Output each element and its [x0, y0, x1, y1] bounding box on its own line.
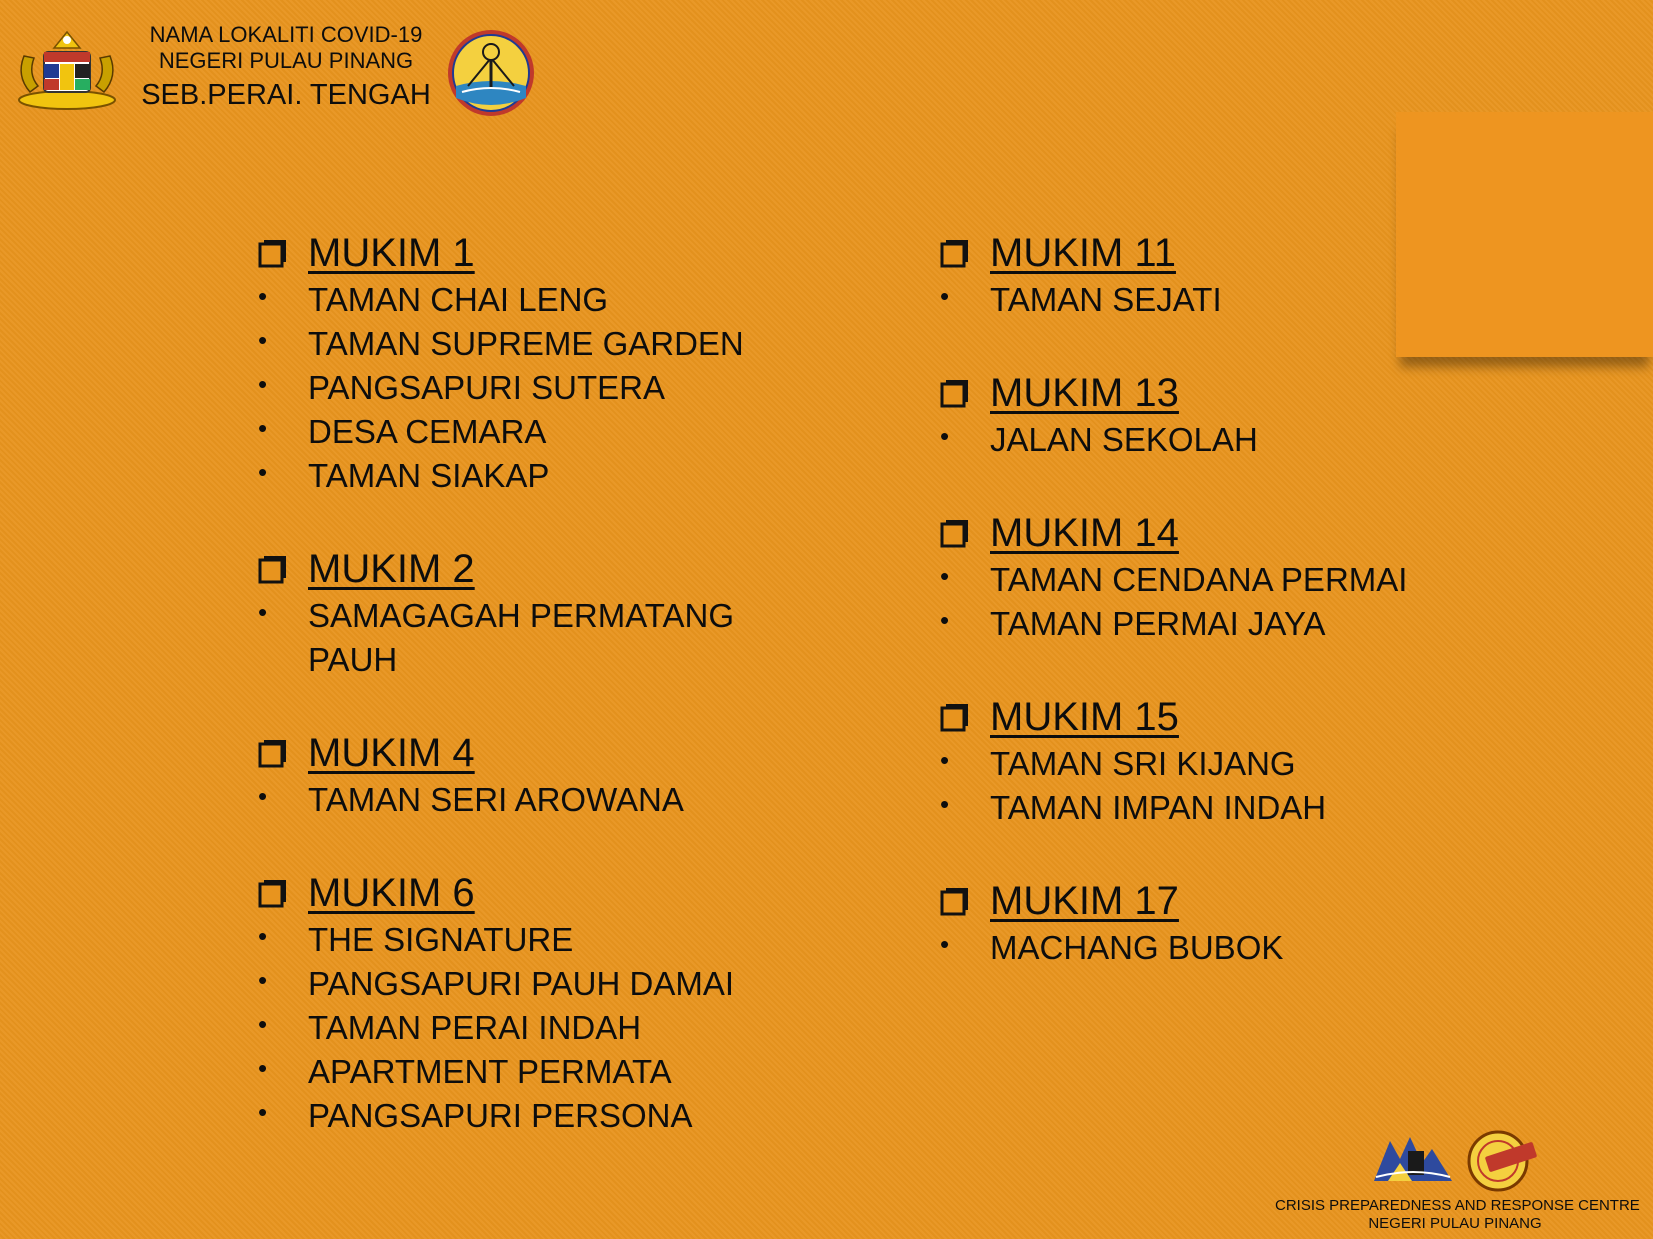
locality-list: [940, 558, 1480, 646]
checkbox-bullet-icon: [940, 238, 970, 268]
locality-item: [258, 594, 818, 682]
mukim-section: [258, 544, 818, 682]
locality-name: TAMAN SEJATI: [990, 281, 1222, 318]
locality-item: [940, 786, 1480, 830]
checkbox-bullet-icon: [940, 518, 970, 548]
page-footer: [1275, 1129, 1640, 1233]
checkbox-bullet-icon: [258, 878, 288, 908]
bullet-icon: •: [258, 281, 268, 311]
bullet-icon: •: [258, 597, 268, 627]
mukim-section: [940, 876, 1480, 970]
mukim-section: [940, 228, 1480, 322]
right-column: [940, 228, 1480, 1016]
locality-item: [940, 278, 1480, 322]
bullet-icon: •: [258, 325, 268, 355]
bullet-icon: •: [258, 965, 268, 995]
locality-item: [258, 918, 818, 962]
locality-list: [940, 418, 1480, 462]
checkbox-bullet-icon: [258, 738, 288, 768]
locality-list: [940, 926, 1480, 970]
locality-name: JALAN SEKOLAH: [990, 421, 1258, 458]
locality-item: [258, 1006, 818, 1050]
bullet-icon: •: [258, 369, 268, 399]
left-column: [258, 228, 818, 1184]
penang-lawan-covid-icon: [1464, 1129, 1540, 1193]
locality-name: DESA CEMARA: [308, 413, 547, 450]
locality-name: TAMAN CHAI LENG: [308, 281, 609, 318]
locality-list: [940, 278, 1480, 322]
mukim-title: MUKIM 1: [308, 230, 475, 275]
mukim-heading: [940, 508, 1480, 558]
header-title-line1: NAMA LOKALITI COVID-19: [149, 22, 423, 47]
bullet-icon: •: [258, 921, 268, 951]
checkbox-bullet-icon: [940, 886, 970, 916]
locality-name: PANGSAPURI SUTERA: [308, 369, 665, 406]
page-header: [14, 22, 534, 118]
mukim-heading: [940, 876, 1480, 926]
locality-list: [258, 278, 818, 498]
bullet-icon: •: [940, 281, 950, 311]
footer-line2: NEGERI PULAU PINANG: [1368, 1215, 1542, 1232]
mukim-section: [940, 368, 1480, 462]
locality-list: [258, 594, 818, 682]
checkbox-bullet-icon: [258, 238, 288, 268]
header-title-line2: NEGERI PULAU PINANG: [158, 48, 414, 74]
checkbox-bullet-icon: [258, 554, 288, 584]
mukim-heading: [258, 868, 818, 918]
mukim-heading: [940, 368, 1480, 418]
mukim-title: MUKIM 2: [308, 546, 475, 591]
header-title-line3: SEB.PERAI. TENGAH: [141, 78, 431, 111]
locality-item: [258, 278, 818, 322]
locality-item: [258, 454, 818, 498]
bullet-icon: •: [940, 605, 950, 635]
bullet-icon: •: [940, 929, 950, 959]
mukim-heading: [258, 728, 818, 778]
locality-name: TAMAN CENDANA PERMAI: [990, 561, 1408, 598]
locality-name: TAMAN SRI KIJANG: [990, 745, 1296, 782]
locality-item: [258, 1094, 818, 1138]
locality-name: THE SIGNATURE: [308, 921, 574, 958]
footer-logos: [1275, 1129, 1635, 1193]
locality-list: [258, 918, 818, 1138]
coat-of-arms-icon: [14, 26, 120, 114]
mukim-title: MUKIM 14: [990, 510, 1179, 555]
mukim-section: [940, 508, 1480, 646]
locality-name: TAMAN PERAI INDAH: [308, 1009, 642, 1046]
locality-name: TAMAN SIAKAP: [308, 457, 550, 494]
bullet-icon: •: [940, 561, 950, 591]
locality-name: APARTMENT PERMATA: [308, 1053, 672, 1090]
locality-item: [258, 366, 818, 410]
locality-item: [940, 926, 1480, 970]
header-title-block: [126, 22, 446, 113]
mukim-title: MUKIM 13: [990, 370, 1179, 415]
locality-list: [258, 778, 818, 822]
locality-item: [258, 778, 818, 822]
checkbox-bullet-icon: [940, 378, 970, 408]
mukim-title: MUKIM 4: [308, 730, 475, 775]
locality-name: MACHANG BUBOK: [990, 929, 1284, 966]
mukim-heading: [258, 228, 818, 278]
mukim-heading: [940, 228, 1480, 278]
locality-list: [940, 742, 1480, 830]
bullet-icon: •: [940, 421, 950, 451]
bullet-icon: •: [258, 413, 268, 443]
bullet-icon: •: [940, 789, 950, 819]
locality-item: [258, 1050, 818, 1094]
state-emblem-icon: [446, 28, 536, 118]
bullet-icon: •: [258, 1053, 268, 1083]
mukim-title: MUKIM 11: [990, 230, 1176, 275]
locality-name: PANGSAPURI PAUH DAMAI: [308, 965, 735, 1002]
mukim-heading: [940, 692, 1480, 742]
locality-item: [940, 418, 1480, 462]
locality-item: [940, 742, 1480, 786]
bullet-icon: •: [258, 1097, 268, 1127]
locality-item: [258, 322, 818, 366]
footer-line1: CRISIS PREPAREDNESS AND RESPONSE CENTRE: [1275, 1197, 1640, 1214]
mukim-title: MUKIM 17: [990, 878, 1179, 923]
locality-name: PANGSAPURI PERSONA: [308, 1097, 693, 1134]
bullet-icon: •: [258, 457, 268, 487]
mukim-section: [258, 868, 818, 1138]
mukim-section: [258, 228, 818, 498]
bullet-icon: •: [258, 1009, 268, 1039]
cprc-logo-icon: [1370, 1129, 1456, 1185]
mukim-section: [258, 728, 818, 822]
locality-item: [940, 602, 1480, 646]
locality-name: TAMAN IMPAN INDAH: [990, 789, 1327, 826]
bullet-icon: •: [940, 745, 950, 775]
checkbox-bullet-icon: [940, 702, 970, 732]
locality-name: SAMAGAGAH PERMATANG PAUH: [308, 597, 735, 678]
locality-name: TAMAN SERI AROWANA: [308, 781, 684, 818]
locality-item: [258, 410, 818, 454]
locality-item: [940, 558, 1480, 602]
mukim-title: MUKIM 15: [990, 694, 1179, 739]
locality-name: TAMAN SUPREME GARDEN: [308, 325, 744, 362]
bullet-icon: •: [258, 781, 268, 811]
mukim-section: [940, 692, 1480, 830]
mukim-heading: [258, 544, 818, 594]
locality-item: [258, 962, 818, 1006]
mukim-title: MUKIM 6: [308, 870, 475, 915]
locality-name: TAMAN PERMAI JAYA: [990, 605, 1326, 642]
